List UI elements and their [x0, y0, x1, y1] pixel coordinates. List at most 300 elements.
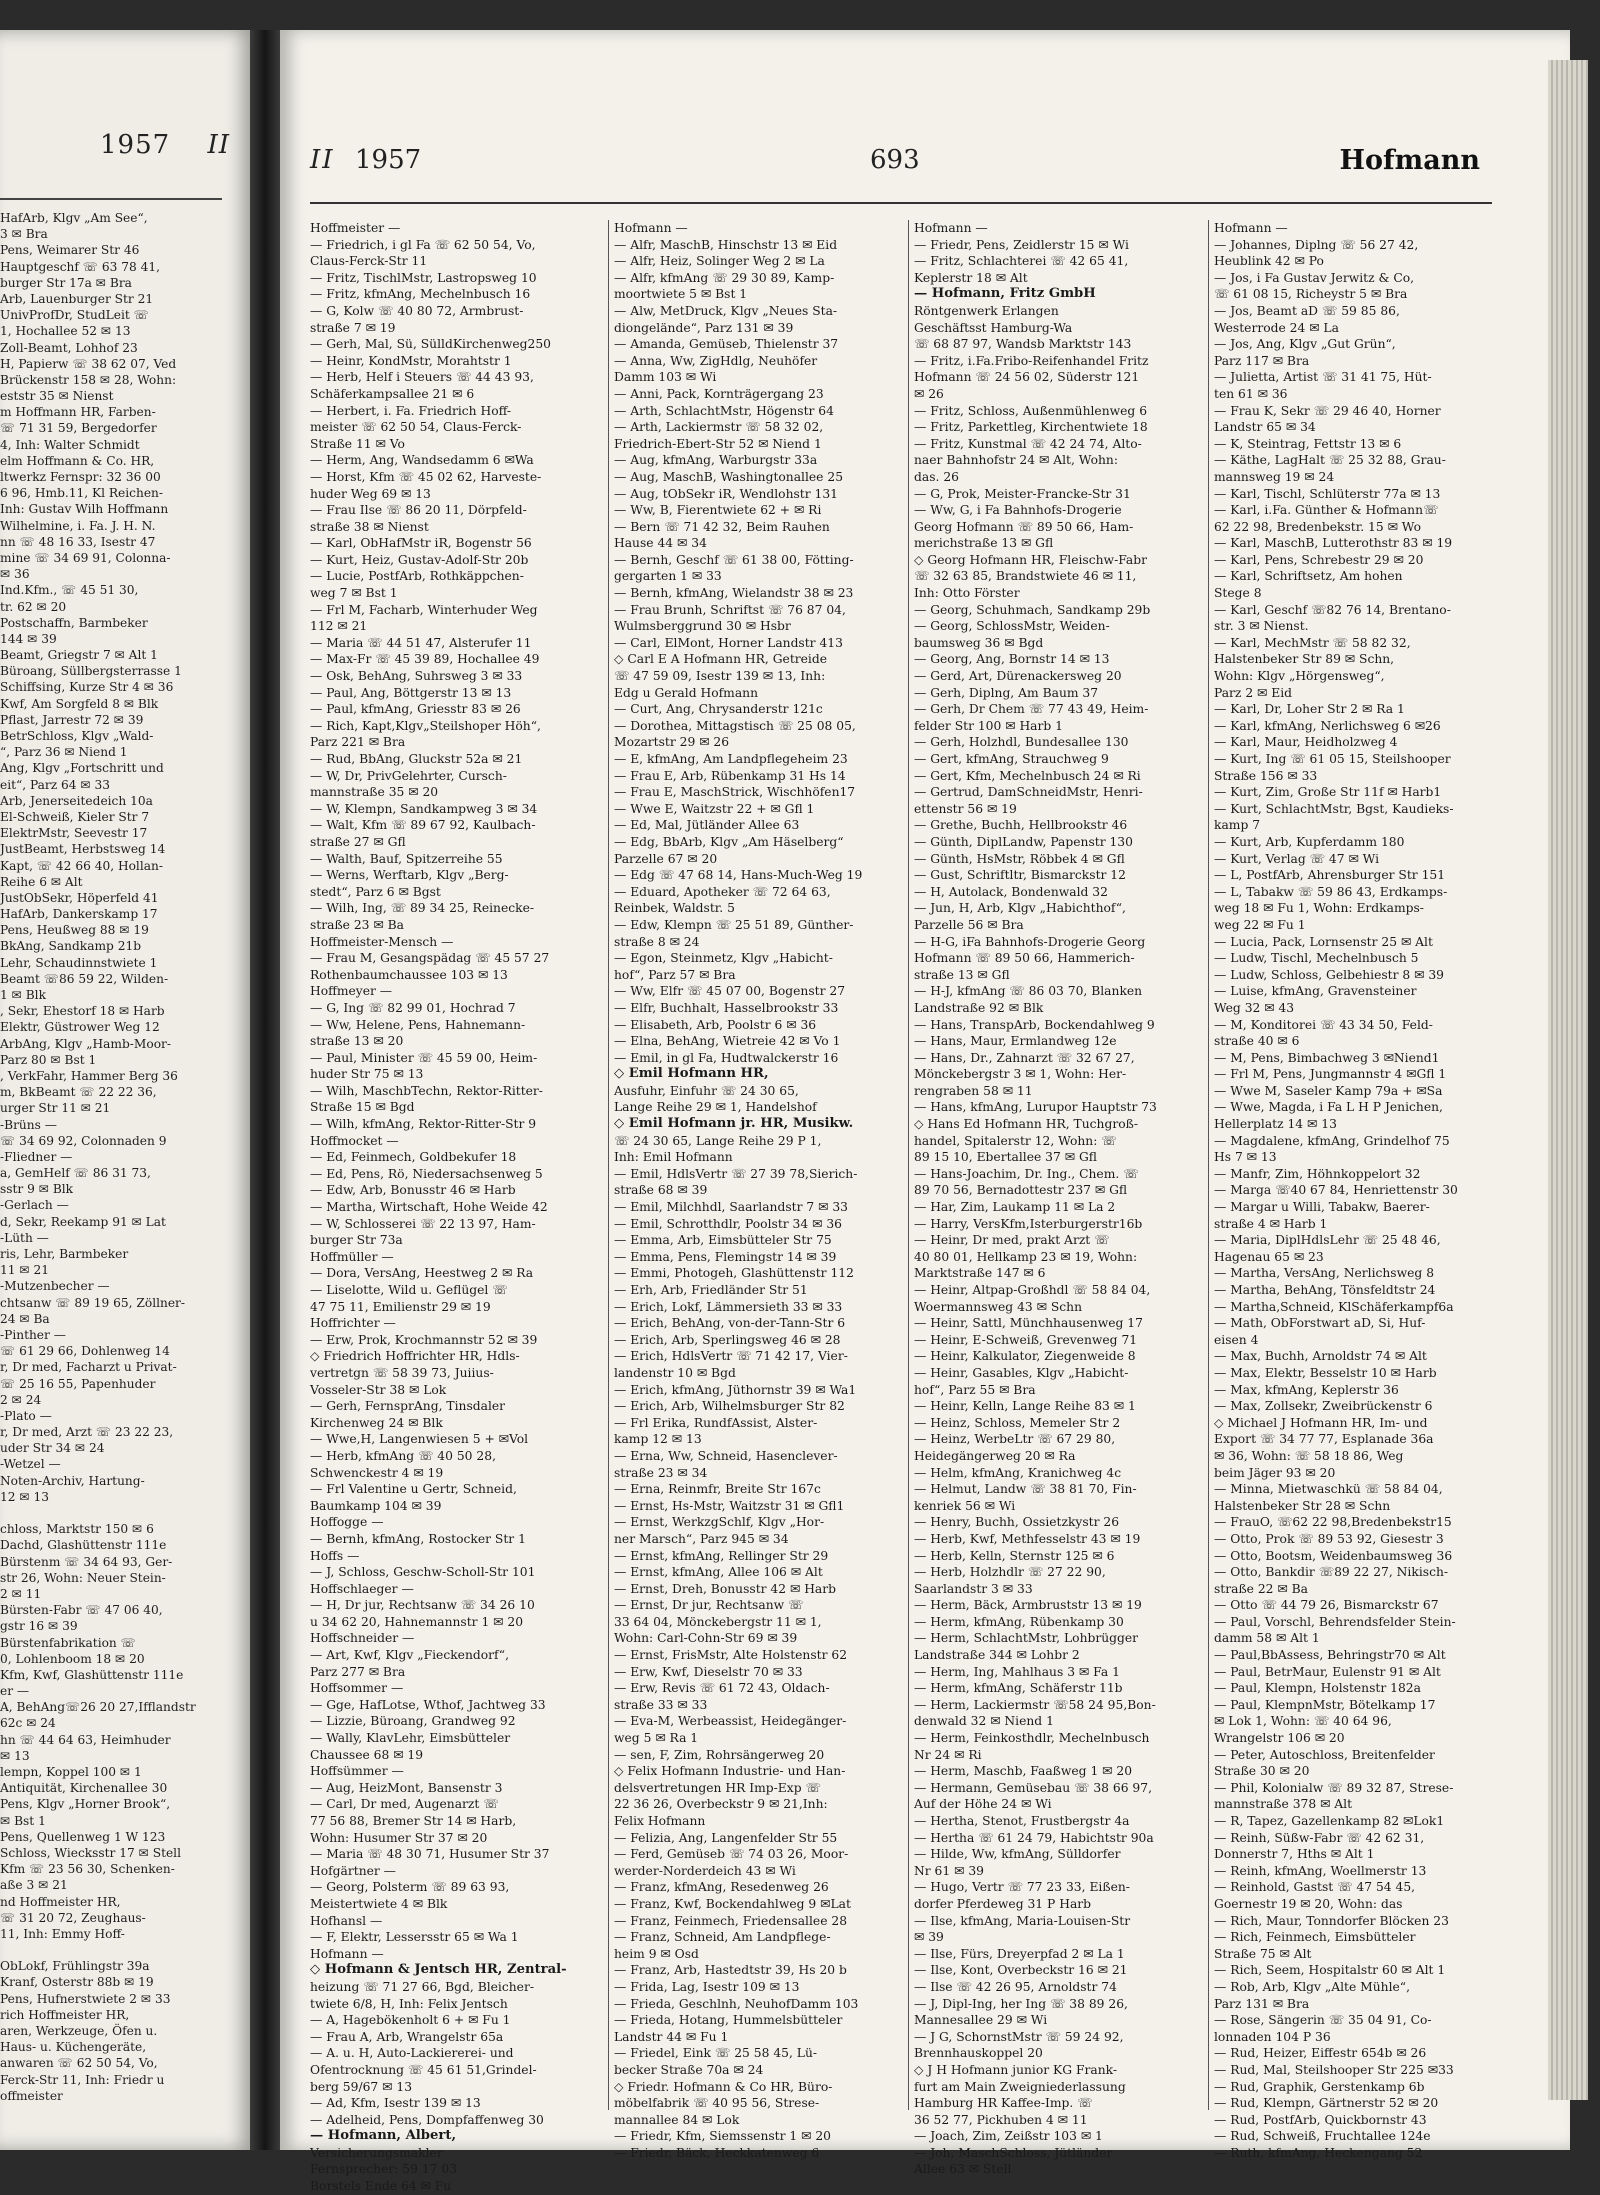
directory-entry-line: straße 23 ✉ Ba [310, 917, 404, 932]
previous-page-line: gstr 16 ✉ 39 [0, 1619, 78, 1634]
directory-entry-line: werder-Norderdeich 43 ✉ Wi [614, 1863, 796, 1878]
directory-entry-line: — Paul, KlempnMstr, Bötelkamp 17 [1214, 1697, 1436, 1712]
directory-entry-line: Parzelle 56 ✉ Bra [914, 917, 1024, 932]
directory-entry-line: felder Str 100 ✉ Harb 1 [914, 718, 1063, 733]
directory-entry-line: — Ww, Elfr ☏ 45 07 00, Bogenstr 27 [614, 984, 846, 999]
directory-entry-line: — Ilse, Fürs, Dreyerpfad 2 ✉ La 1 [914, 1946, 1125, 1961]
previous-page-line: burger Str 17a ✉ Bra [0, 275, 132, 290]
previous-page-line: JustObSekr, Höperfeld 41 [0, 890, 159, 905]
previous-page-line: eit“, Parz 64 ✉ 33 [0, 777, 111, 792]
directory-column-3 [914, 220, 1204, 2177]
directory-entry-line: — Max, kfmAng, Keplerstr 36 [1214, 1382, 1399, 1397]
directory-entry-line: Halstenbeker Str 89 ✉ Schn, [1214, 652, 1395, 667]
directory-entry-line: — Hofmann, Albert, [310, 2128, 457, 2144]
directory-entry-line: — Horst, Kfm ☏ 45 02 62, Harveste- [310, 469, 542, 484]
directory-entry-line: — Kurt, Zim, Große Str 11f ✉ Harb1 [1214, 785, 1442, 800]
directory-entry-line: — Herm, Bäck, Armbruststr 13 ✉ 19 [914, 1598, 1142, 1613]
previous-page-line: chloss, Marktstr 150 ✉ 6 [0, 1522, 154, 1537]
directory-entry-line: Saarlandstr 3 ✉ 33 [914, 1581, 1033, 1596]
previous-page-line: 11 ✉ 21 [0, 1263, 49, 1278]
directory-entry-line: Hoffschneider — [310, 1631, 415, 1646]
directory-entry-line: — Marga ☏40 67 84, Henriettenstr 30 [1214, 1183, 1458, 1198]
directory-entry-line: Westerrode 24 ✉ La [1214, 320, 1339, 335]
previous-page-line: d, Sekr, Reekamp 91 ✉ Lat [0, 1214, 166, 1229]
directory-entry-line: — Elfr, Buchhalt, Hasselbrookstr 33 [614, 1000, 839, 1015]
previous-page-line: -Gerlach — [0, 1198, 69, 1213]
directory-entry-line: — Gert, kfmAng, Strauchweg 9 [914, 752, 1109, 766]
directory-entry-line: Nr 61 ✉ 39 [914, 1863, 984, 1878]
previous-page-header [0, 130, 230, 160]
directory-entry-line: hof“, Parz 55 ✉ Bra [914, 1382, 1036, 1397]
directory-entry-line: — Franz, Schneid, Am Landpflege- [614, 1930, 831, 1945]
directory-entry-line: Wrangelstr 106 ✉ 20 [1214, 1731, 1345, 1746]
directory-entry-line: Inh: Otto Förster [914, 586, 1020, 601]
previous-page-line: Arb, Lauenburger Str 21 [0, 291, 154, 306]
previous-page-line: elm Hoffmann & Co. HR, [0, 453, 155, 468]
directory-entry-line: Wohn: Husumer Str 37 ✉ 20 [310, 1830, 488, 1845]
directory-entry-line: — Ludw, Schloss, Gelbehiestr 8 ✉ 39 [1214, 967, 1444, 982]
directory-entry-line: — Frau Brunh, Schriftst ☏ 76 87 04, [614, 602, 846, 617]
directory-entry-line: — Franz, kfmAng, Resedenweg 26 [614, 1880, 829, 1895]
directory-entry-line: — Rud, Graphik, Gerstenkamp 6b [1214, 2079, 1425, 2094]
directory-entry-line: ☏ 47 59 09, Isestr 139 ✉ 13, Inh: [614, 669, 826, 684]
directory-entry-line: — Kurt, Verlag ☏ 47 ✉ Wi [1214, 851, 1380, 866]
previous-page-text [0, 210, 222, 2104]
previous-page-line: , Sekr, Ehestorf 18 ✉ Harb [0, 1004, 165, 1019]
previous-page-rule [0, 198, 222, 200]
previous-page-line: chtsanw ☏ 89 19 65, Zöllner- [0, 1295, 185, 1310]
directory-entry-line: — Hertha, Stenot, Frustbergstr 4a [914, 1814, 1130, 1828]
header-rule [310, 202, 1492, 204]
directory-entry-line: — Fritz, kfmAng, Mechelnbusch 16 [310, 287, 531, 302]
directory-entry-line: — Ww, G, i Fa Bahnhofs-Drogerie [914, 503, 1122, 518]
directory-entry-line: Ofentrocknung ☏ 45 61 51,Grindel- [310, 2062, 537, 2077]
directory-entry-line: ◇ Georg Hofmann HR, Fleischw-Fabr [914, 552, 1147, 567]
directory-entry-line: berg 59/67 ✉ 13 [310, 2079, 413, 2094]
directory-entry-line: Hofmann — [1214, 221, 1288, 235]
directory-entry-line: — Frl M, Facharb, Winterhuder Weg [310, 602, 538, 617]
previous-page-line: Bürstenfabrikation ☏ [0, 1635, 136, 1650]
directory-entry-line: ettenstr 56 ✉ 19 [914, 801, 1017, 816]
directory-entry-line: ✉ 39 [914, 1930, 944, 1945]
previous-page-line: Kapt, ☏ 42 66 40, Hollan- [0, 858, 163, 873]
directory-entry-line: — Bern ☏ 71 42 32, Beim Rauhen [614, 519, 830, 534]
directory-entry-line: — Anna, Ww, ZigHdlg, Neuhöfer [614, 353, 818, 368]
directory-entry-line: Hoffrichter — [310, 1316, 396, 1331]
directory-entry-line: beim Jäger 93 ✉ 20 [1214, 1465, 1336, 1480]
directory-entry-line: — A, Hagebökenholt 6 + ✉ Fu 1 [310, 2013, 511, 2028]
directory-entry-line: meister ☏ 62 50 54, Claus-Ferck- [310, 420, 522, 435]
directory-entry-line: — FrauO, ☏62 22 98,Bredenbekstr15 [1214, 1515, 1452, 1530]
directory-entry-line: — Karl, Maur, Heidholzweg 4 [1214, 735, 1398, 750]
directory-entry-line: — Herm, kfmAng, Schäferstr 11b [914, 1681, 1123, 1696]
previous-page-line: 1 ✉ Blk [0, 988, 46, 1002]
previous-page-line: Pens, Hufnerstwiete 2 ✉ 33 [0, 1991, 171, 2006]
directory-entry-line: — Har, Zim, Laukamp 11 ✉ La 2 [914, 1200, 1116, 1215]
directory-entry-line: Landstr 44 ✉ Fu 1 [614, 2029, 729, 2044]
directory-entry-line: — Helmut, Landw ☏ 38 81 70, Fin- [914, 1482, 1137, 1497]
directory-entry-line: — Karl, Pens, Schrebestr 29 ✉ 20 [1214, 552, 1424, 567]
directory-entry-line: weg 18 ✉ Fu 1, Wohn: Erdkamps- [1214, 901, 1424, 916]
directory-entry-line: — Minna, Mietwaschkü ☏ 58 84 04, [1214, 1482, 1443, 1497]
previous-page-line: A, BehAng☏26 20 27,Ifflandstr [0, 1700, 196, 1715]
directory-entry-line: — Friedr, Bäck, Heckkatenweg 6 [614, 2145, 820, 2160]
directory-entry-line: becker Straße 70a ✉ 24 [614, 2062, 764, 2077]
previous-page-line: Beamt, Griegstr 7 ✉ Alt 1 [0, 648, 158, 663]
directory-entry-line: — Ferd, Gemüseb ☏ 74 03 26, Moor- [614, 1847, 849, 1862]
directory-entry-line: — Frl Erika, RundfAssist, Alster- [614, 1415, 818, 1430]
directory-entry-line: straße 13 ✉ Gfl [914, 967, 1010, 982]
directory-entry-line: — Emil, Schrotthdlr, Poolstr 34 ✉ 36 [614, 1216, 842, 1231]
previous-page-line: Noten-Archiv, Hartung- [0, 1473, 145, 1488]
previous-page-line: Kwf, Am Sorgfeld 8 ✉ Blk [0, 696, 159, 711]
directory-entry-line: — Emma, Arb, Eimsbütteler Str 75 [614, 1233, 832, 1248]
previous-page-line [0, 1942, 222, 1958]
directory-entry-line: — Ww, Helene, Pens, Hahnemann- [310, 1017, 526, 1032]
directory-entry-line: straße 23 ✉ 34 [614, 1465, 708, 1480]
directory-entry-line: — Kurt, SchlachtMstr, Bgst, Kaudieks- [1214, 801, 1454, 816]
directory-entry-line: Parz 131 ✉ Bra [1214, 1996, 1310, 2011]
directory-entry-line: — Erw, Revis ☏ 61 72 43, Oldach- [614, 1681, 830, 1696]
directory-entry-line: — Curt, Ang, Chrysanderstr 121c [614, 702, 823, 717]
previous-page-line: 1, Hochallee 52 ✉ 13 [0, 324, 131, 339]
directory-entry-line: — J G, SchornstMstr ☏ 59 24 92, [914, 2029, 1124, 2044]
directory-entry-line: — Frieda, Hotang, Hummelsbütteler [614, 2013, 843, 2028]
directory-entry-line: — Gerh, Mal, Sü, SülldKirchenweg250 [310, 337, 551, 352]
directory-entry-line: Nr 24 ✉ Ri [914, 1747, 982, 1762]
previous-page-line: Antiquität, Kirchenallee 30 [0, 1781, 168, 1796]
directory-entry-line: — Lizzie, Büroang, Grandweg 92 [310, 1714, 516, 1729]
directory-entry-line: damm 58 ✉ Alt 1 [1214, 1631, 1320, 1646]
directory-entry-line: ten 61 ✉ 36 [1214, 386, 1288, 401]
directory-entry-line: — Heinr, E-Schweiß, Grevenweg 71 [914, 1332, 1138, 1347]
section-label: II [310, 145, 335, 175]
previous-page-line: rich Hoffmeister HR, [0, 2007, 130, 2022]
directory-entry-line: — Edw, Arb, Bonusstr 46 ✉ Harb [310, 1183, 516, 1198]
directory-entry-line: — Hans, Maur, Ermlandweg 12e [914, 1034, 1117, 1049]
directory-entry-line: — Herm, Ang, Wandsedamm 6 ✉Wa [310, 453, 534, 468]
directory-entry-line: — Jos, Ang, Klgv „Gut Grün“, [1214, 337, 1396, 352]
directory-entry-line: — Elna, BehAng, Wietreie 42 ✉ Vo 1 [614, 1034, 841, 1049]
directory-entry-line: Felix Hofmann [614, 1814, 706, 1828]
directory-entry-line: — Martha, Wirtschaft, Hohe Weide 42 [310, 1200, 548, 1215]
directory-entry-line: — Rud, Schweiß, Fruchtallee 124e [1214, 2129, 1431, 2144]
previous-page-line: Pens, Heußweg 88 ✉ 19 [0, 923, 149, 938]
directory-entry-line: — Erich, kfmAng, Jüthornstr 39 ✉ Wa1 [614, 1382, 857, 1397]
directory-entry-line: — Lucia, Pack, Lornsenstr 25 ✉ Alt [1214, 934, 1433, 949]
directory-entry-line: — Gerh, Dr Chem ☏ 77 43 49, Heim- [914, 702, 1149, 717]
directory-entry-line: Marktstraße 147 ✉ 6 [914, 1266, 1046, 1281]
directory-entry-line: Allee 63 ✉ Stell [914, 2162, 1012, 2177]
directory-entry-line: — Heinr, KondMstr, Morahtstr 1 [310, 353, 512, 368]
directory-entry-line: — Georg, Ang, Bornstr 14 ✉ 13 [914, 652, 1110, 667]
directory-entry-line: naer Bahnhofstr 24 ✉ Alt, Wohn: [914, 453, 1118, 468]
previous-page-line: “, Parz 36 ✉ Niend 1 [0, 745, 128, 760]
directory-entry-line: — Herb, kfmAng ☏ 40 50 28, [310, 1448, 496, 1463]
directory-entry-line: — Max-Fr ☏ 45 39 89, Hochallee 49 [310, 652, 540, 667]
directory-entry-line: Weg 32 ✉ 43 [1214, 1000, 1295, 1015]
directory-entry-line: — Paul, Klempn, Holstenstr 182a [1214, 1681, 1421, 1696]
previous-page-line: Inh: Gustav Wilh Hoffmann [0, 502, 169, 517]
directory-entry-line: furt am Main Zweigniederlassung [914, 2079, 1126, 2094]
directory-entry-line: ◇ Carl E A Hofmann HR, Getreide [614, 652, 827, 667]
previous-page-line: , VerkFahr, Hammer Berg 36 [0, 1068, 178, 1083]
previous-page-year: 1957 [100, 130, 171, 160]
directory-entry-line: Mannesallee 29 ✉ Wi [914, 2013, 1048, 2028]
directory-entry-line: — G, Prok, Meister-Francke-Str 31 [914, 486, 1131, 501]
directory-entry-line: — Amanda, Gemüseb, Thielenstr 37 [614, 337, 839, 352]
directory-entry-line: Keplerstr 18 ✉ Alt [914, 270, 1028, 285]
directory-entry-line: straße 33 ✉ 33 [614, 1697, 708, 1712]
directory-entry-line: — Friedr, Pens, Zeidlerstr 15 ✉ Wi [914, 237, 1129, 252]
directory-entry-line: Hofmann — [914, 221, 988, 235]
previous-page-line: m Hoffmann HR, Farben- [0, 405, 156, 420]
previous-page-line: Kranf, Osterstr 88b ✉ 19 [0, 1975, 154, 1990]
directory-entry-line: — Frida, Lag, Isestr 109 ✉ 13 [614, 1979, 800, 1994]
directory-entry-line: — M, Konditorei ☏ 43 34 50, Feld- [1214, 1017, 1433, 1032]
directory-entry-line: gergarten 1 ✉ 33 [614, 569, 722, 584]
directory-entry-line: ☏ 24 30 65, Lange Reihe 29 P 1, [614, 1133, 822, 1148]
previous-page-line: urger Str 11 ✉ 21 [0, 1101, 111, 1116]
directory-entry-line: — Erh, Arb, Friedländer Str 51 [614, 1283, 808, 1297]
directory-entry-line: Straße 15 ✉ Bgd [310, 1100, 415, 1115]
directory-entry-line: — G, Ing ☏ 82 99 01, Hochrad 7 [310, 1000, 516, 1015]
directory-entry-line: — Harry, VersKfm,Isterburgerstr16b [914, 1216, 1143, 1231]
directory-entry-line: — Erich, Arb, Wilhelmsburger Str 82 [614, 1399, 845, 1414]
directory-entry-line: — Heinz, WerbeLtr ☏ 67 29 80, [914, 1432, 1116, 1447]
previous-page-line: Pens, Quellenweg 1 W 123 [0, 1829, 166, 1844]
directory-entry-line: Reinbek, Waldstr. 5 [614, 901, 735, 916]
directory-entry-line: — Phil, Kolonialw ☏ 89 32 87, Strese- [1214, 1780, 1454, 1795]
directory-entry-line: Landstraße 92 ✉ Blk [914, 1000, 1044, 1015]
directory-entry-line: Friedrich-Ebert-Str 52 ✉ Niend 1 [614, 436, 822, 451]
directory-entry-line: — Paul, BetrMaur, Eulenstr 91 ✉ Alt [1214, 1664, 1441, 1679]
directory-entry-line: — Friedrich, i gl Fa ☏ 62 50 54, Vo, [310, 237, 536, 252]
directory-entry-line: ◇ J H Hofmann junior KG Frank- [914, 2062, 1118, 2077]
directory-entry-line: — Paul,BbAssess, Behringstr70 ✉ Alt [1214, 1648, 1446, 1663]
previous-page-line: nn ☏ 48 16 33, Isestr 47 [0, 534, 156, 549]
previous-page-line: ElektrMstr, Seevestr 17 [0, 826, 148, 841]
directory-entry-line: — Hans, Dr., Zahnarzt ☏ 32 67 27, [914, 1050, 1135, 1065]
directory-entry-line: — Karl, MechMstr ☏ 58 82 32, [1214, 635, 1411, 650]
directory-entry-line: — F, Elektr, Lessersstr 65 ✉ Wa 1 [310, 1930, 519, 1945]
directory-entry-line: — Wilh, Ing, ☏ 89 34 25, Reinecke- [310, 901, 534, 916]
directory-entry-line: Woermannsweg 43 ✉ Schn [914, 1299, 1083, 1314]
directory-entry-line: Hagenau 65 ✉ 23 [1214, 1249, 1324, 1264]
directory-entry-line: — R, Tapez, Gazellenkamp 82 ✉Lok1 [1214, 1814, 1445, 1828]
directory-entry-line: — Wally, KlavLehr, Eimsbütteler [310, 1731, 511, 1746]
directory-entry-line: Heublink 42 ✉ Po [1214, 254, 1324, 269]
previous-page-line: mine ☏ 34 69 91, Colonna- [0, 550, 171, 565]
directory-entry-line: Hoffmocket — [310, 1133, 399, 1148]
directory-entry-line: — Frl M, Pens, Jungmannstr 4 ✉Gfl 1 [1214, 1067, 1447, 1082]
directory-entry-line: — Maria, DiplHdlsLehr ☏ 25 48 46, [1214, 1233, 1441, 1248]
directory-entry-line: — Otto ☏ 44 79 26, Bismarckstr 67 [1214, 1598, 1439, 1613]
directory-entry-line: — Aug, HeizMont, Bansenstr 3 [310, 1780, 503, 1795]
directory-entry-line: — Heinz, Schloss, Memeler Str 2 [914, 1415, 1121, 1430]
directory-entry-line: Hause 44 ✉ 34 [614, 536, 707, 551]
directory-entry-line: Geschäftsst Hamburg-Wa [914, 320, 1073, 335]
directory-entry-line: weg 5 ✉ Ra 1 [614, 1731, 699, 1746]
previous-page-line: aße 3 ✉ 21 [0, 1878, 68, 1893]
directory-entry-line: — Ilse, Kont, Overbeckstr 16 ✉ 21 [914, 1963, 1128, 1978]
directory-entry-line: — Herm, SchlachtMstr, Lohbrügger [914, 1631, 1139, 1646]
directory-entry-line: Goernestr 19 ✉ 20, Wohn: das [1214, 1896, 1403, 1911]
previous-page-line: -Plato — [0, 1408, 52, 1423]
directory-entry-line: u 34 62 20, Hahnemannstr 1 ✉ 20 [310, 1614, 524, 1629]
previous-page-line: r, Dr med, Facharzt u Privat- [0, 1360, 177, 1375]
directory-entry-line: — Karl, Tischl, Schlüterstr 77a ✉ 13 [1214, 486, 1441, 501]
directory-entry-line: — Frau E, MaschStrick, Wischhöfen17 [614, 785, 856, 800]
directory-entry-line: — Hans, kfmAng, Lurupor Hauptstr 73 [914, 1100, 1157, 1115]
previous-page-line: 2 ✉ 11 [0, 1586, 42, 1601]
directory-entry-line: — Hermann, Gemüsebau ☏ 38 66 97, [914, 1780, 1152, 1795]
directory-entry-line: straße 8 ✉ 24 [614, 934, 700, 949]
directory-entry-line: — Julietta, Artist ☏ 31 41 75, Hüt- [1214, 370, 1432, 385]
directory-entry-line: — Wwe, Magda, i Fa L H P Jenichen, [1214, 1100, 1443, 1115]
directory-entry-line: — Emil, HdlsVertr ☏ 27 39 78,Sierich- [614, 1166, 858, 1181]
directory-entry-line: — Ed, Feinmech, Goldbekufer 18 [310, 1150, 517, 1165]
previous-page-line: Bürstenm ☏ 34 64 93, Ger- [0, 1554, 173, 1569]
directory-entry-line: — Joh, MaschSchloss, Jütländer [914, 2145, 1113, 2160]
previous-page-line: Ind.Kfm., ☏ 45 51 30, [0, 583, 139, 598]
directory-entry-line: straße 68 ✉ 39 [614, 1183, 708, 1198]
page-stack-edge [1548, 60, 1588, 2100]
directory-entry-line: — Magdalene, kfmAng, Grindelhof 75 [1214, 1133, 1450, 1148]
book-gutter [250, 30, 280, 2150]
directory-entry-line: Wulmsberggrund 30 ✉ Hsbr [614, 619, 791, 634]
directory-entry-line: — M, Pens, Bimbachweg 3 ✉Niend1 [1214, 1050, 1440, 1065]
directory-entry-line: Hoffogge — [310, 1515, 384, 1530]
previous-page-line: Ferck-Str 11, Inh: Friedr u [0, 2072, 165, 2087]
previous-page-line: ✉ 36 [0, 567, 30, 582]
directory-entry-line: — Franz, Kwf, Bockendahlweg 9 ✉Lat [614, 1896, 851, 1911]
directory-entry-line: handel, Spitalerstr 12, Wohn: ☏ [914, 1133, 1117, 1148]
directory-entry-line: — Paul, Ang, Böttgerstr 13 ✉ 13 [310, 685, 512, 700]
directory-entry-line: kenriek 56 ✉ Wi [914, 1498, 1016, 1513]
directory-entry-line: — Dorothea, Mittagstisch ☏ 25 08 05, [614, 718, 856, 733]
directory-entry-line: — Jos, Beamt aD ☏ 59 85 86, [1214, 303, 1400, 318]
directory-entry-line: — Otto, Bankdir ☏89 22 27, Nikisch- [1214, 1565, 1449, 1580]
directory-entry-line: mannstraße 35 ✉ 20 [310, 785, 439, 800]
directory-entry-line: — Erich, BehAng, von-der-Tann-Str 6 [614, 1316, 846, 1331]
directory-entry-line: — Ernst, kfmAng, Allee 106 ✉ Alt [614, 1565, 823, 1580]
directory-entry-line: Parz 277 ✉ Bra [310, 1664, 406, 1679]
directory-entry-line: ☏ 68 87 97, Wandsb Marktstr 143 [914, 337, 1132, 352]
directory-entry-line: mannstraße 378 ✉ Alt [1214, 1797, 1353, 1812]
directory-entry-line: — E, kfmAng, Am Landpflegeheim 23 [614, 752, 848, 766]
directory-entry-line: — Gerd, Art, Dürenackersweg 20 [914, 669, 1122, 684]
directory-entry-line: Hoffsümmer — [310, 1764, 404, 1779]
previous-page-line: HafArb, Dankerskamp 17 [0, 907, 158, 922]
directory-entry-line: — Heinr, Altpap-Großhdl ☏ 58 84 04, [914, 1283, 1151, 1297]
directory-entry-line: Straße 11 ✉ Vo [310, 436, 405, 451]
directory-entry-line: diongelände“, Parz 131 ✉ 39 [614, 320, 794, 335]
directory-entry-line: — Otto, Prok ☏ 89 53 92, Giesestr 3 [1214, 1531, 1444, 1546]
directory-entry-line: 40 80 01, Hellkamp 23 ✉ 19, Wohn: [914, 1249, 1138, 1264]
directory-entry-line: — Ed, Pens, Rö, Niedersachsenweg 5 [310, 1166, 543, 1181]
directory-entry-line: — Fritz, Kunstmal ☏ 42 24 74, Alto- [914, 436, 1142, 451]
directory-entry-line: Wohn: Carl-Cohn-Str 69 ✉ 39 [614, 1631, 798, 1646]
directory-entry-line: — Erna, Ww, Schneid, Hasenclever- [614, 1448, 838, 1463]
directory-entry-line: — Helm, kfmAng, Kranichweg 4c [914, 1465, 1122, 1480]
previous-page-line: Wilhelmine, i. Fa. J. H. N. [0, 518, 156, 533]
directory-entry-line: — Herb, Holzhdlr ☏ 27 22 90, [914, 1565, 1106, 1580]
previous-page-line: ✉ 13 [0, 1748, 30, 1763]
directory-entry-line: moortwiete 5 ✉ Bst 1 [614, 287, 748, 302]
directory-entry-line: Hofmann — [614, 221, 688, 235]
directory-entry-line: — Paul, Minister ☏ 45 59 00, Heim- [310, 1050, 538, 1065]
previous-page-line: Schloss, Wiecksstr 17 ✉ Stell [0, 1845, 181, 1860]
directory-entry-line: ◇ Emil Hofmann jr. HR, Musikw. [614, 1116, 854, 1132]
previous-page-line: ✉ Bst 1 [0, 1813, 46, 1828]
directory-entry-line: — Gge, HafLotse, Wthof, Jachtweg 33 [310, 1697, 546, 1712]
directory-entry-line: Schwenckestr 4 ✉ 19 [310, 1465, 444, 1480]
directory-entry-line: — Herb, Helf i Steuers ☏ 44 43 93, [310, 370, 534, 385]
directory-entry-line: Hoffmeister-Mensch — [310, 934, 454, 949]
directory-entry-line: burger Str 73a [310, 1233, 403, 1248]
previous-page-line: ltwerkz Fernspr: 32 36 00 [0, 470, 161, 484]
directory-entry-line: lonnaden 104 P 36 [1214, 2029, 1331, 2044]
directory-entry-line: — Erich, HdlsVertr ☏ 71 42 17, Vier- [614, 1349, 848, 1364]
directory-entry-line: — Kurt, Heiz, Gustav-Adolf-Str 20b [310, 552, 529, 567]
directory-entry-line: twiete 6/8, H, Inh: Felix Jentsch [310, 1996, 508, 2011]
directory-entry-line: — Rich, Maur, Tonndorfer Blöcken 23 [1214, 1913, 1449, 1928]
page-number: 693 [870, 145, 920, 175]
directory-entry-line: Hofgärtner — [310, 1863, 396, 1878]
directory-entry-line: Hoffmüller — [310, 1249, 394, 1264]
directory-entry-line: — Friedel, Eink ☏ 25 58 45, Lü- [614, 2046, 818, 2061]
directory-entry-line: Mönckebergstr 3 ✉ 1, Wohn: Her- [914, 1067, 1127, 1082]
previous-page-section: II [207, 130, 230, 160]
directory-entry-line: Röntgenwerk Erlangen [914, 303, 1059, 318]
directory-entry-line: — Herm, Lackiermstr ☏58 24 95,Bon- [914, 1697, 1156, 1712]
directory-entry-line: 22 36 26, Overbeckstr 9 ✉ 21,Inh: [614, 1797, 828, 1812]
directory-entry-line: — Ernst, kfmAng, Rellinger Str 29 [614, 1548, 829, 1563]
previous-page-line: El-Schweiß, Kieler Str 7 [0, 809, 150, 824]
directory-entry-line: Meistertwiete 4 ✉ Blk [310, 1896, 448, 1911]
directory-entry-line: Mozartstr 29 ✉ 26 [614, 735, 730, 750]
directory-entry-line: — Edg, BbArb, Klgv „Am Häselberg“ [614, 834, 844, 849]
directory-entry-line: Straße 156 ✉ 33 [1214, 768, 1318, 783]
directory-entry-line: Stege 8 [1214, 586, 1262, 601]
directory-entry-line: — Edg ☏ 47 68 14, Hans-Much-Weg 19 [614, 868, 863, 883]
directory-entry-line: — Rich, Seem, Hospitalstr 60 ✉ Alt 1 [1214, 1963, 1446, 1978]
directory-entry-line: Inh: Emil Hofmann [614, 1150, 733, 1165]
previous-page-line: Beamt ☏86 59 22, Wilden- [0, 971, 169, 986]
previous-page-line: hn ☏ 44 64 63, Heimhuder [0, 1732, 171, 1747]
directory-entry-line: — sen, F, Zim, Rohrsängerweg 20 [614, 1747, 825, 1762]
directory-entry-line: — Heinr, Kalkulator, Ziegenweide 8 [914, 1349, 1136, 1364]
directory-entry-line: huder Weg 69 ✉ 13 [310, 486, 431, 501]
previous-page-line: Pens, Weimarer Str 46 [0, 243, 140, 258]
previous-page-line: Schiffsing, Kurze Str 4 ✉ 36 [0, 680, 174, 695]
directory-entry-line: — Maria ☏ 48 30 71, Husumer Str 37 [310, 1847, 550, 1862]
directory-entry-line: ◇ Friedr. Hofmann & Co HR, Büro- [614, 2079, 833, 2094]
directory-entry-line: — Paul, kfmAng, Griesstr 83 ✉ 26 [310, 702, 521, 717]
directory-entry-line: — Erich, Arb, Sperlingsweg 46 ✉ 28 [614, 1332, 841, 1347]
directory-entry-line: Kirchenweg 24 ✉ Blk [310, 1415, 443, 1430]
previous-page-line: Hauptgeschf ☏ 63 78 41, [0, 259, 161, 274]
directory-entry-line: straße 27 ✉ Gfl [310, 834, 406, 849]
directory-entry-line: Hs 7 ✉ 13 [1214, 1150, 1277, 1165]
directory-entry-line: — Reinh, kfmAng, Woellmerstr 13 [1214, 1863, 1427, 1878]
previous-page-line: sstr 9 ✉ Blk [0, 1182, 74, 1197]
directory-entry-line: — Martha, VersAng, Nerlichsweg 8 [1214, 1266, 1435, 1281]
directory-entry-line: möbelfabrik ☏ 40 95 56, Strese- [614, 2096, 820, 2111]
directory-entry-line: straße 40 ✉ 6 [1214, 1034, 1300, 1049]
directory-entry-line: — Hans, TranspArb, Bockendahlweg 9 [914, 1017, 1155, 1032]
